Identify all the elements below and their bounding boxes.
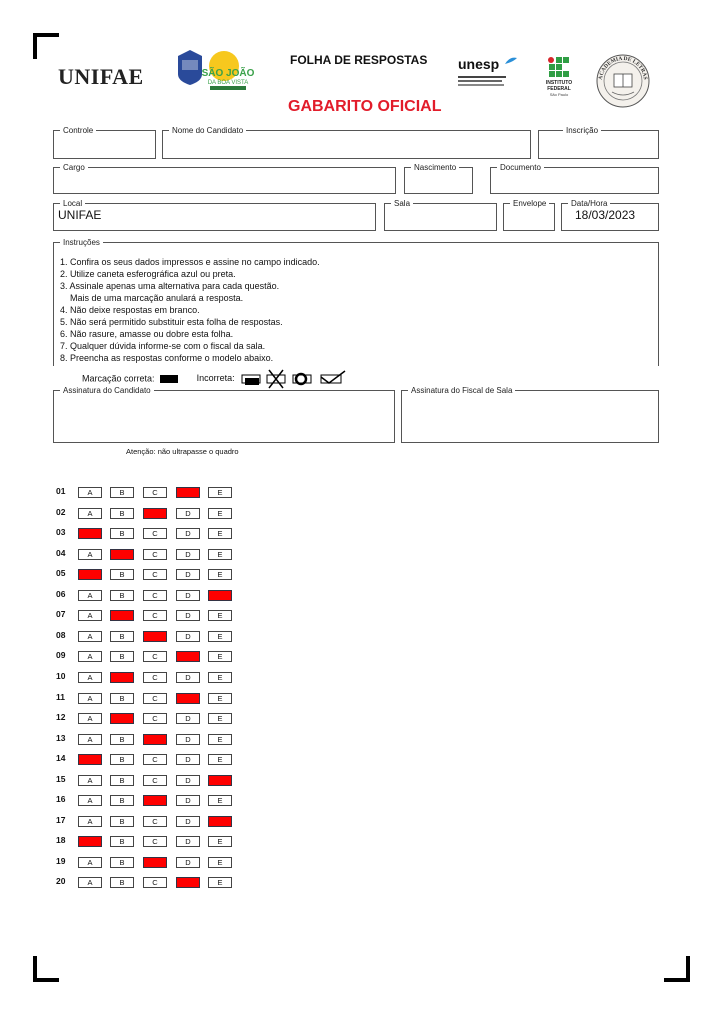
instruction-item: 2. Utilize caneta esferográfica azul ou preta. [60, 269, 236, 279]
answer-bubble-e[interactable]: E [208, 672, 232, 683]
answer-bubble-e[interactable]: E [208, 877, 232, 888]
sao-joao-text-1: SÃO JOÃO [201, 68, 255, 79]
question-number: 09 [56, 650, 66, 661]
answer-bubble-c[interactable]: C [143, 816, 167, 827]
official-answer-key-title: GABARITO OFICIAL [288, 98, 442, 115]
answer-bubble-e[interactable]: E [208, 651, 232, 662]
correct-mark-label: Marcação correta: [82, 373, 155, 384]
answer-bubble-c[interactable] [143, 508, 167, 519]
answer-bubble-a[interactable]: A [78, 816, 102, 827]
answer-bubble-c[interactable]: C [143, 487, 167, 498]
answer-bubble-c[interactable]: C [143, 528, 167, 539]
answer-bubble-c[interactable]: C [143, 590, 167, 601]
question-number: 04 [56, 547, 66, 558]
answer-bubble-d[interactable]: D [176, 795, 200, 806]
field-nome-label: Nome do Candidato [172, 126, 244, 135]
answer-bubble-a[interactable]: A [78, 590, 102, 601]
answer-bubble-c[interactable]: C [143, 713, 167, 724]
field-cargo[interactable] [53, 163, 396, 194]
proctor-signature-box[interactable] [401, 386, 659, 443]
answer-bubble-d[interactable]: D [176, 734, 200, 745]
answer-bubble-e[interactable]: E [208, 528, 232, 539]
answer-bubble-d[interactable]: D [176, 775, 200, 786]
field-controle[interactable] [53, 126, 156, 159]
question-number: 17 [56, 814, 66, 825]
field-data-hora-value: 18/03/2023 [575, 208, 636, 222]
proctor-signature-label: Assinatura do Fiscal de Sala [411, 386, 513, 395]
answer-bubble-a[interactable]: A [78, 775, 102, 786]
candidate-signature-label: Assinatura do Candidato [63, 386, 151, 395]
instruction-item: 3. Assinale apenas uma alternativa para cada questão. [60, 281, 280, 291]
answer-bubble-a[interactable]: A [78, 795, 102, 806]
answer-bubble-b[interactable]: B [110, 508, 134, 519]
question-number: 15 [56, 773, 66, 784]
answer-bubble-c[interactable]: C [143, 877, 167, 888]
answer-bubble-c[interactable] [143, 734, 167, 745]
answer-bubble-a[interactable]: A [78, 713, 102, 724]
sheet-title: FOLHA DE RESPOSTAS [290, 53, 428, 67]
answer-bubble-d[interactable]: D [176, 713, 200, 724]
field-local-label: Local [63, 199, 83, 208]
question-number: 07 [56, 609, 66, 620]
field-nome-candidato[interactable] [162, 126, 531, 159]
candidate-signature-box[interactable] [53, 386, 395, 443]
question-number: 01 [56, 486, 66, 496]
answer-bubble-b[interactable]: B [110, 775, 134, 786]
instruction-item: 1. Confira os seus dados impressos e assine no campo indicado. [60, 257, 320, 267]
field-local[interactable] [53, 199, 376, 231]
ifsp-text-3: São Paulo [549, 92, 569, 97]
answer-bubble-d[interactable]: D [176, 816, 200, 827]
academia-de-letras-seal [596, 54, 650, 108]
answer-bubble-a[interactable]: A [78, 734, 102, 745]
answer-bubble-b[interactable]: B [110, 877, 134, 888]
answer-bubble-e[interactable] [208, 590, 232, 601]
field-sala[interactable] [384, 199, 497, 231]
instruction-item: 7. Qualquer dúvida informe-se com o fiscal da sala. [60, 341, 266, 351]
answer-bubble-d[interactable]: D [176, 508, 200, 519]
answer-bubble-a[interactable] [78, 836, 102, 847]
answer-bubble-e[interactable]: E [208, 610, 232, 621]
unesp-fine-print [458, 76, 518, 86]
academia-seal-text: ACADEMIA DE LETRAS [597, 55, 648, 81]
answer-bubble-e[interactable] [208, 775, 232, 786]
answer-bubble-a[interactable]: A [78, 672, 102, 683]
answer-bubble-e[interactable]: E [208, 734, 232, 745]
answer-bubble-e[interactable]: E [208, 631, 232, 642]
answer-bubble-d[interactable]: D [176, 836, 200, 847]
question-number: 05 [56, 568, 66, 579]
answer-bubble-e[interactable]: E [208, 713, 232, 724]
answer-bubble-b[interactable]: B [110, 754, 134, 765]
question-number: 11 [56, 691, 65, 702]
question-number: 19 [56, 855, 66, 866]
answer-bubble-c[interactable]: C [143, 672, 167, 683]
answer-bubble-b[interactable]: B [110, 816, 134, 827]
answer-bubble-c[interactable] [143, 795, 167, 806]
answer-bubble-b[interactable]: B [110, 651, 134, 662]
unesp-logo [458, 56, 518, 90]
corner-mark-top-left [33, 33, 59, 59]
answer-bubble-a[interactable]: A [78, 487, 102, 498]
instruction-item: 4. Não deixe respostas em branco. [60, 305, 200, 315]
instruction-item: Mais de uma marcação anulará a resposta. [60, 293, 244, 303]
question-number: 03 [56, 527, 66, 538]
sao-joao-logo [174, 46, 260, 94]
answer-bubble-c[interactable]: C [143, 569, 167, 580]
answer-bubble-e[interactable]: E [208, 754, 232, 765]
answer-bubble-b[interactable]: B [110, 631, 134, 642]
answer-bubble-d[interactable]: D [176, 569, 200, 580]
ifsp-text-2: FEDERAL [547, 86, 571, 92]
answer-bubble-c[interactable]: C [143, 836, 167, 847]
field-data-hora-label: Data/Hora [571, 199, 608, 208]
answer-bubble-d[interactable] [176, 651, 200, 662]
instruction-item: 6. Não rasure, amasse ou dobre esta folha. [60, 329, 234, 339]
answer-bubble-d[interactable]: D [176, 528, 200, 539]
answer-bubble-a[interactable] [78, 528, 102, 539]
answer-bubble-e[interactable]: E [208, 549, 232, 560]
answer-bubble-e[interactable]: E [208, 487, 232, 498]
field-envelope[interactable] [503, 199, 555, 231]
answer-bubble-b[interactable]: B [110, 693, 134, 704]
field-documento[interactable] [490, 163, 659, 194]
instructions-list [60, 256, 320, 364]
ifsp-text-1: INSTITUTO [545, 80, 573, 86]
answer-bubble-c[interactable]: C [143, 775, 167, 786]
answer-bubble-e[interactable]: E [208, 836, 232, 847]
answer-bubble-b[interactable] [110, 610, 134, 621]
unesp-mark-icon [504, 56, 518, 68]
answer-bubble-d[interactable] [176, 487, 200, 498]
field-envelope-label: Envelope [513, 199, 547, 208]
answer-bubble-e[interactable]: E [208, 693, 232, 704]
field-local-value: UNIFAE [58, 208, 102, 222]
correct-mark-sample [160, 375, 178, 383]
answer-bubble-d[interactable] [176, 877, 200, 888]
answer-bubble-b[interactable]: B [110, 528, 134, 539]
answer-bubble-b[interactable]: B [110, 734, 134, 745]
answer-bubble-d[interactable]: D [176, 857, 200, 868]
answer-bubble-d[interactable]: D [176, 590, 200, 601]
answer-bubble-c[interactable] [143, 857, 167, 868]
answer-bubble-e[interactable]: E [208, 795, 232, 806]
field-nascimento-label: Nascimento [414, 163, 457, 172]
field-sala-label: Sala [394, 199, 411, 208]
answer-bubble-a[interactable]: A [78, 693, 102, 704]
answer-bubble-d[interactable]: D [176, 549, 200, 560]
field-controle-label: Controle [63, 126, 94, 135]
answer-bubble-a[interactable]: A [78, 549, 102, 560]
answer-bubble-b[interactable]: B [110, 836, 134, 847]
question-number: 06 [56, 588, 66, 599]
field-nascimento[interactable] [404, 163, 473, 194]
unifae-logo: UNIFAE [58, 64, 144, 89]
answer-bubble-c[interactable]: C [143, 754, 167, 765]
question-number: 08 [56, 629, 66, 640]
instruction-item: 5. Não será permitido substituir esta folha de respostas. [60, 317, 283, 327]
answer-bubble-b[interactable]: B [110, 795, 134, 806]
answer-bubble-d[interactable] [176, 693, 200, 704]
answer-bubble-d[interactable]: D [176, 754, 200, 765]
field-cargo-label: Cargo [63, 163, 85, 172]
answer-bubble-b[interactable]: B [110, 857, 134, 868]
answer-bubble-a[interactable]: A [78, 610, 102, 621]
corner-mark-bottom-left [33, 956, 59, 982]
unesp-wordmark: unesp [458, 56, 500, 72]
ifsp-logo [541, 56, 577, 104]
answer-bubble-c[interactable]: C [143, 651, 167, 662]
field-inscricao[interactable] [538, 126, 659, 159]
question-number: 12 [56, 712, 66, 723]
answer-bubble-c[interactable]: C [143, 549, 167, 560]
question-number: 16 [56, 794, 66, 805]
question-number: 18 [56, 835, 66, 846]
answer-bubble-b[interactable]: B [110, 590, 134, 601]
question-number: 14 [56, 753, 66, 764]
answer-bubble-b[interactable] [110, 672, 134, 683]
sao-joao-text-2: DA BOA VISTA [207, 80, 249, 86]
answer-bubble-a[interactable]: A [78, 651, 102, 662]
field-documento-label: Documento [500, 163, 541, 172]
question-number: 02 [56, 506, 66, 517]
question-number: 13 [56, 732, 66, 743]
answer-bubble-e[interactable]: E [208, 857, 232, 868]
field-inscricao-label: Inscrição [566, 126, 599, 135]
answer-bubble-e[interactable] [208, 816, 232, 827]
answer-bubble-d[interactable]: D [176, 672, 200, 683]
answer-bubble-a[interactable]: A [78, 508, 102, 519]
answer-bubble-a[interactable]: A [78, 631, 102, 642]
answer-bubble-b[interactable]: B [110, 569, 134, 580]
answer-bubble-a[interactable]: A [78, 877, 102, 888]
incorrect-mark-label: Incorreta: [196, 373, 235, 384]
corner-mark-bottom-right [664, 956, 690, 982]
answer-bubble-d[interactable]: D [176, 610, 200, 621]
answer-bubble-a[interactable]: A [78, 857, 102, 868]
answer-bubble-b[interactable] [110, 549, 134, 560]
answer-bubble-a[interactable] [78, 569, 102, 580]
answer-bubble-d[interactable]: D [176, 631, 200, 642]
answer-bubble-c[interactable]: C [143, 610, 167, 621]
answer-bubble-b[interactable] [110, 713, 134, 724]
answer-bubble-e[interactable]: E [208, 508, 232, 519]
answer-bubble-c[interactable]: C [143, 693, 167, 704]
question-number: 10 [56, 670, 66, 681]
answer-bubble-e[interactable]: E [208, 569, 232, 580]
answer-bubble-a[interactable] [78, 754, 102, 765]
instruction-item: 8. Preencha as respostas conforme o modelo abaixo. [60, 353, 274, 363]
question-number: 20 [56, 876, 66, 887]
answer-bubble-b[interactable]: B [110, 487, 134, 498]
attention-notice: Atenção: não ultrapasse o quadro [126, 447, 239, 456]
answer-bubble-c[interactable] [143, 631, 167, 642]
instructions-label: Instruções [63, 238, 100, 247]
